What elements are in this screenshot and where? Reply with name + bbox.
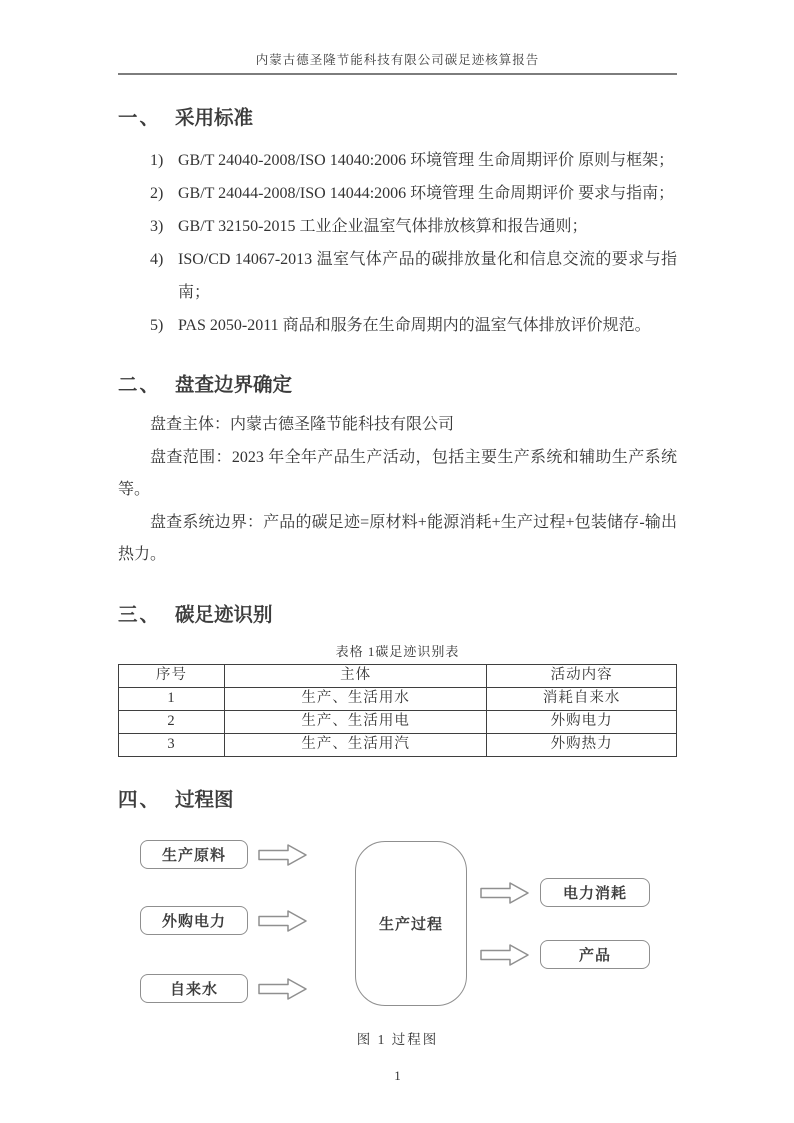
table-cell: 1 xyxy=(119,687,225,710)
table-row xyxy=(119,733,677,756)
block-arrow-right-icon xyxy=(258,978,308,1000)
table-cell: 3 xyxy=(119,733,225,756)
table-cell: 2 xyxy=(119,710,225,733)
paragraph-subject: 盘查主体：内蒙古德圣隆节能科技有限公司 xyxy=(150,416,455,433)
section-1-number: 一、 xyxy=(118,107,162,129)
list-item-number: 1) xyxy=(150,152,164,169)
paragraph-system-boundary: 盘查系统边界：产品的碳足迹=原材料+能源消耗+生产过程+包装储存-输出热力。 xyxy=(118,513,677,563)
section-4-number: 四、 xyxy=(118,789,162,811)
standards-list xyxy=(150,144,677,342)
block-arrow-right-icon xyxy=(258,910,308,932)
list-item xyxy=(150,243,677,309)
table-header-cell: 序号 xyxy=(119,664,225,687)
table-cell: 外购热力 xyxy=(487,733,677,756)
table-row xyxy=(119,687,677,710)
header-title: 内蒙古德圣隆节能科技有限公司碳足迹核算报告 xyxy=(255,53,540,67)
figure-caption: 图 1 过程图 xyxy=(356,1031,439,1047)
list-item-number: 4) xyxy=(150,251,164,268)
diagram-box-production-process: 生产过程 xyxy=(355,841,467,1006)
block-arrow-right-icon xyxy=(480,944,530,966)
section-2-heading xyxy=(118,369,677,397)
page-number: 1 xyxy=(394,1067,401,1083)
section-2-number: 二、 xyxy=(118,374,162,396)
diagram-box-tap-water: 自来水 xyxy=(140,974,248,1003)
table-cell: 生产、生活用电 xyxy=(225,710,487,733)
section-1-heading xyxy=(118,102,677,130)
paragraph-scope: 盘查范围：2023 年全年产品生产活动，包括主要生产系统和辅助生产系统等。 xyxy=(118,448,677,498)
list-item xyxy=(150,144,677,177)
diagram-box-product: 产品 xyxy=(540,940,650,969)
section-2-title: 盘查边界确定 xyxy=(175,374,293,396)
table-cell: 消耗自来水 xyxy=(487,687,677,710)
block-arrow-right-icon xyxy=(480,882,530,904)
list-item-text: GB/T 32150-2015 工业企业温室气体排放核算和报告通则； xyxy=(178,218,588,235)
block-arrow-right-icon xyxy=(258,844,308,866)
list-item xyxy=(150,177,677,210)
section-1-title: 采用标准 xyxy=(175,107,254,129)
section-3-number: 三、 xyxy=(118,604,162,626)
list-item-text: ISO/CD 14067-2013 温室气体产品的碳排放量化和信息交流的要求与指南； xyxy=(178,251,677,301)
table-header-cell: 活动内容 xyxy=(487,664,677,687)
list-item-number: 2) xyxy=(150,185,164,202)
list-item xyxy=(150,309,677,342)
table-cell: 生产、生活用汽 xyxy=(225,733,487,756)
list-item-text: GB/T 24044-2008/ISO 14044:2006 环境管理 生命周期评价 要求与指南； xyxy=(178,185,675,202)
list-item-number: 5) xyxy=(150,317,164,334)
list-item-text: PAS 2050-2011 商品和服务在生命周期内的温室气体排放评价规范。 xyxy=(178,317,651,334)
page-header xyxy=(118,0,677,75)
diagram-box-electricity-consumption: 电力消耗 xyxy=(540,878,650,907)
table-header-cell: 主体 xyxy=(225,664,487,687)
section-4-title: 过程图 xyxy=(175,789,234,811)
table-row xyxy=(119,710,677,733)
section-4-heading xyxy=(118,784,677,812)
process-diagram xyxy=(118,838,677,1010)
table-caption: 表格 1碳足迹识别表 xyxy=(335,643,460,659)
list-item-number: 3) xyxy=(150,218,164,235)
table-cell: 外购电力 xyxy=(487,710,677,733)
diagram-box-purchased-electricity: 外购电力 xyxy=(140,906,248,935)
section-3-title: 碳足迹识别 xyxy=(175,604,273,626)
footprint-identification-table xyxy=(118,664,677,757)
list-item-text: GB/T 24040-2008/ISO 14040:2006 环境管理 生命周期评价 原则与框架； xyxy=(178,152,675,169)
list-item xyxy=(150,210,677,243)
content-column xyxy=(118,102,677,1084)
diagram-box-raw-materials: 生产原料 xyxy=(140,840,248,869)
table-header-row xyxy=(119,664,677,687)
section-3-heading xyxy=(118,599,677,627)
table-cell: 生产、生活用水 xyxy=(225,687,487,710)
